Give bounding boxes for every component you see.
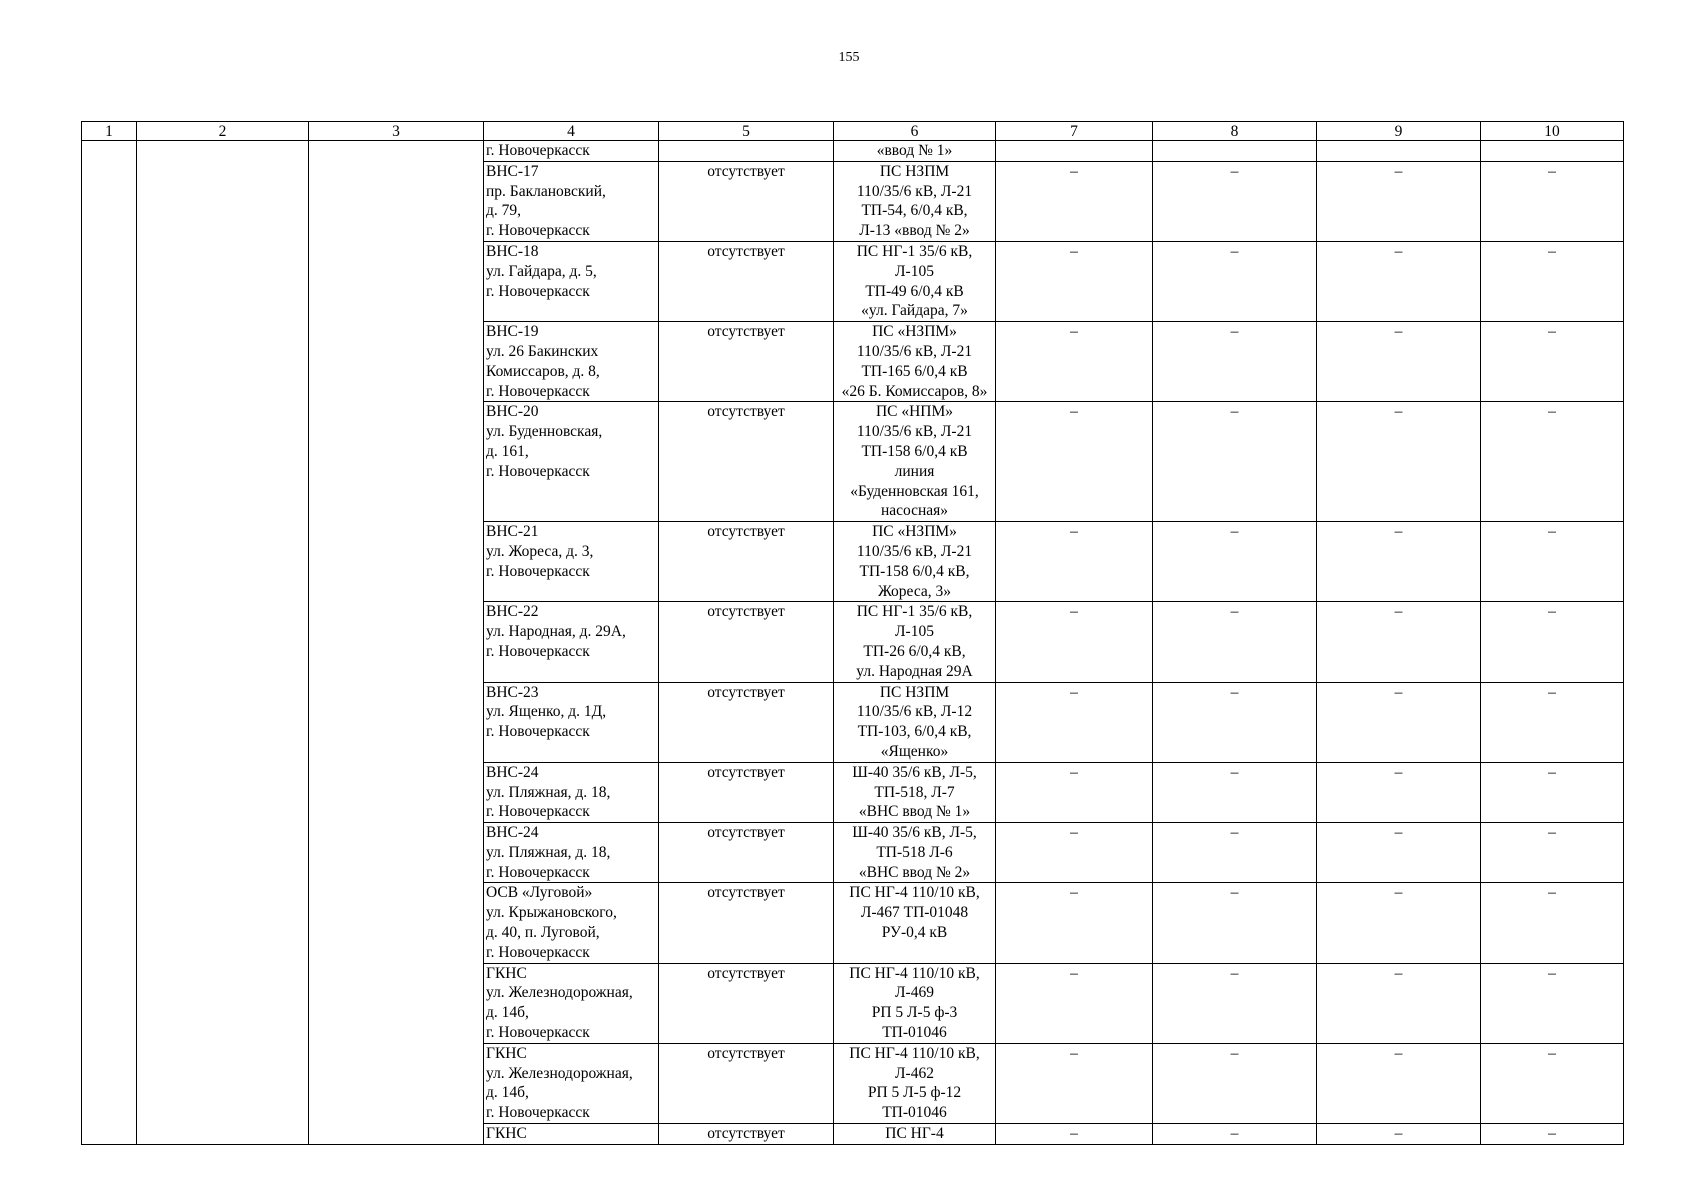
col8-cell: – xyxy=(1153,522,1317,602)
data-table xyxy=(81,121,1624,1145)
column-header-8: 8 xyxy=(1153,122,1317,141)
col7-cell: – xyxy=(996,322,1153,402)
status-cell: отсутствует xyxy=(659,322,834,402)
col10-cell: – xyxy=(1481,963,1624,1043)
col7-cell: – xyxy=(996,883,1153,963)
status-cell: отсутствует xyxy=(659,883,834,963)
col9-cell: – xyxy=(1317,883,1481,963)
col9-cell: – xyxy=(1317,522,1481,602)
status-cell: отсутствует xyxy=(659,762,834,822)
column-header-3: 3 xyxy=(309,122,484,141)
col10-cell: – xyxy=(1481,241,1624,321)
col8-cell: – xyxy=(1153,762,1317,822)
power-source-cell: ПС НГ-4 110/10 кВ, Л-462 РП 5 Л-5 ф-12 ТП-01046 xyxy=(834,1043,996,1123)
object-cell: ВНС-22 ул. Народная, д. 29А, г. Новочеркасск xyxy=(484,602,659,682)
power-source-cell: ПС «НПМ» 110/35/6 кВ, Л-21 ТП-158 6/0,4 кВ линия «Буденновская 161, насосная» xyxy=(834,402,996,522)
col10-cell: – xyxy=(1481,1043,1624,1123)
col8-cell: – xyxy=(1153,1124,1317,1145)
col7-cell: – xyxy=(996,602,1153,682)
object-cell: г. Новочеркасск xyxy=(484,141,659,162)
col9-cell: – xyxy=(1317,602,1481,682)
status-cell: отсутствует xyxy=(659,1043,834,1123)
col7-cell: – xyxy=(996,1124,1153,1145)
power-source-cell: ПС НГ-4 110/10 кВ, Л-467 ТП-01048 РУ-0,4 кВ xyxy=(834,883,996,963)
object-cell: ГКНС ул. Железнодорожная, д. 14б, г. Новочеркасск xyxy=(484,963,659,1043)
power-source-cell: ПС НГ-4 110/10 кВ, Л-469 РП 5 Л-5 ф-3 ТП-01046 xyxy=(834,963,996,1043)
status-cell: отсутствует xyxy=(659,963,834,1043)
power-source-cell: Ш-40 35/6 кВ, Л-5, ТП-518 Л-6 «ВНС ввод № 2» xyxy=(834,823,996,883)
col8-cell: – xyxy=(1153,602,1317,682)
col9-cell: – xyxy=(1317,682,1481,762)
column-header-9: 9 xyxy=(1317,122,1481,141)
col10-cell: – xyxy=(1481,823,1624,883)
power-source-cell: ПС НЗПМ 110/35/6 кВ, Л-21 ТП-54, 6/0,4 кВ, Л-13 «ввод № 2» xyxy=(834,161,996,241)
merged-cell-col3 xyxy=(309,141,484,1145)
status-cell: отсутствует xyxy=(659,161,834,241)
col7-cell: – xyxy=(996,963,1153,1043)
col10-cell: – xyxy=(1481,883,1624,963)
status-cell: отсутствует xyxy=(659,241,834,321)
table-row xyxy=(82,141,1624,162)
power-source-cell: Ш-40 35/6 кВ, Л-5, ТП-518, Л-7 «ВНС ввод № 1» xyxy=(834,762,996,822)
object-cell: ВНС-21 ул. Жореса, д. 3, г. Новочеркасск xyxy=(484,522,659,602)
column-header-10: 10 xyxy=(1481,122,1624,141)
col9-cell: – xyxy=(1317,161,1481,241)
col9-cell: – xyxy=(1317,1043,1481,1123)
col7-cell: – xyxy=(996,522,1153,602)
power-source-cell: «ввод № 1» xyxy=(834,141,996,162)
col10-cell: – xyxy=(1481,522,1624,602)
col8-cell xyxy=(1153,141,1317,162)
power-source-cell: ПС НГ-1 35/6 кВ, Л-105 ТП-49 6/0,4 кВ «ул. Гайдара, 7» xyxy=(834,241,996,321)
object-cell: ГКНС ул. Железнодорожная, д. 14б, г. Новочеркасск xyxy=(484,1043,659,1123)
col9-cell: – xyxy=(1317,823,1481,883)
col8-cell: – xyxy=(1153,963,1317,1043)
merged-cell-col2 xyxy=(137,141,309,1145)
column-header-4: 4 xyxy=(484,122,659,141)
object-cell: ВНС-20 ул. Буденновская, д. 161, г. Новочеркасск xyxy=(484,402,659,522)
col8-cell: – xyxy=(1153,1043,1317,1123)
col7-cell xyxy=(996,141,1153,162)
object-cell: ВНС-18 ул. Гайдара, д. 5, г. Новочеркасск xyxy=(484,241,659,321)
power-source-cell: ПС «НЗПМ» 110/35/6 кВ, Л-21 ТП-158 6/0,4 кВ, Жореса, 3» xyxy=(834,522,996,602)
object-cell: ВНС-24 ул. Пляжная, д. 18, г. Новочеркасск xyxy=(484,823,659,883)
col10-cell: – xyxy=(1481,602,1624,682)
status-cell: отсутствует xyxy=(659,1124,834,1145)
status-cell xyxy=(659,141,834,162)
col10-cell: – xyxy=(1481,322,1624,402)
col8-cell: – xyxy=(1153,161,1317,241)
power-source-cell: ПС «НЗПМ» 110/35/6 кВ, Л-21 ТП-165 6/0,4 кВ «26 Б. Комиссаров, 8» xyxy=(834,322,996,402)
object-cell: ВНС-17 пр. Баклановский, д. 79, г. Новочеркасск xyxy=(484,161,659,241)
col8-cell: – xyxy=(1153,823,1317,883)
col9-cell xyxy=(1317,141,1481,162)
col8-cell: – xyxy=(1153,682,1317,762)
col10-cell: – xyxy=(1481,682,1624,762)
status-cell: отсутствует xyxy=(659,823,834,883)
power-source-cell: ПС НГ-1 35/6 кВ, Л-105 ТП-26 6/0,4 кВ, ул. Народная 29А xyxy=(834,602,996,682)
object-cell: ГКНС xyxy=(484,1124,659,1145)
col7-cell: – xyxy=(996,823,1153,883)
col9-cell: – xyxy=(1317,402,1481,522)
col8-cell: – xyxy=(1153,883,1317,963)
page-number: 155 xyxy=(838,50,860,65)
object-cell: ОСВ «Луговой» ул. Крыжановского, д. 40, п. Луговой, г. Новочеркасск xyxy=(484,883,659,963)
status-cell: отсутствует xyxy=(659,682,834,762)
col9-cell: – xyxy=(1317,963,1481,1043)
col8-cell: – xyxy=(1153,322,1317,402)
col10-cell: – xyxy=(1481,762,1624,822)
column-header-2: 2 xyxy=(137,122,309,141)
col7-cell: – xyxy=(996,682,1153,762)
col10-cell xyxy=(1481,141,1624,162)
table-body xyxy=(82,141,1624,1145)
col9-cell: – xyxy=(1317,241,1481,321)
col10-cell: – xyxy=(1481,161,1624,241)
power-source-cell: ПС НЗПМ 110/35/6 кВ, Л-12 ТП-103, 6/0,4 кВ, «Ященко» xyxy=(834,682,996,762)
col8-cell: – xyxy=(1153,241,1317,321)
col7-cell: – xyxy=(996,402,1153,522)
col9-cell: – xyxy=(1317,762,1481,822)
column-header-6: 6 xyxy=(834,122,996,141)
col8-cell: – xyxy=(1153,402,1317,522)
merged-cell-col1 xyxy=(82,141,137,1145)
col9-cell: – xyxy=(1317,1124,1481,1145)
object-cell: ВНС-23 ул. Ященко, д. 1Д, г. Новочеркасск xyxy=(484,682,659,762)
status-cell: отсутствует xyxy=(659,602,834,682)
power-source-cell: ПС НГ-4 xyxy=(834,1124,996,1145)
col7-cell: – xyxy=(996,1043,1153,1123)
col9-cell: – xyxy=(1317,322,1481,402)
col7-cell: – xyxy=(996,241,1153,321)
col7-cell: – xyxy=(996,161,1153,241)
status-cell: отсутствует xyxy=(659,402,834,522)
column-header-7: 7 xyxy=(996,122,1153,141)
status-cell: отсутствует xyxy=(659,522,834,602)
object-cell: ВНС-24 ул. Пляжная, д. 18, г. Новочеркасск xyxy=(484,762,659,822)
object-cell: ВНС-19 ул. 26 Бакинских Комиссаров, д. 8, г. Новочеркасск xyxy=(484,322,659,402)
header-row xyxy=(82,122,1624,141)
col7-cell: – xyxy=(996,762,1153,822)
col10-cell: – xyxy=(1481,1124,1624,1145)
col10-cell: – xyxy=(1481,402,1624,522)
column-header-1: 1 xyxy=(82,122,137,141)
column-header-5: 5 xyxy=(659,122,834,141)
